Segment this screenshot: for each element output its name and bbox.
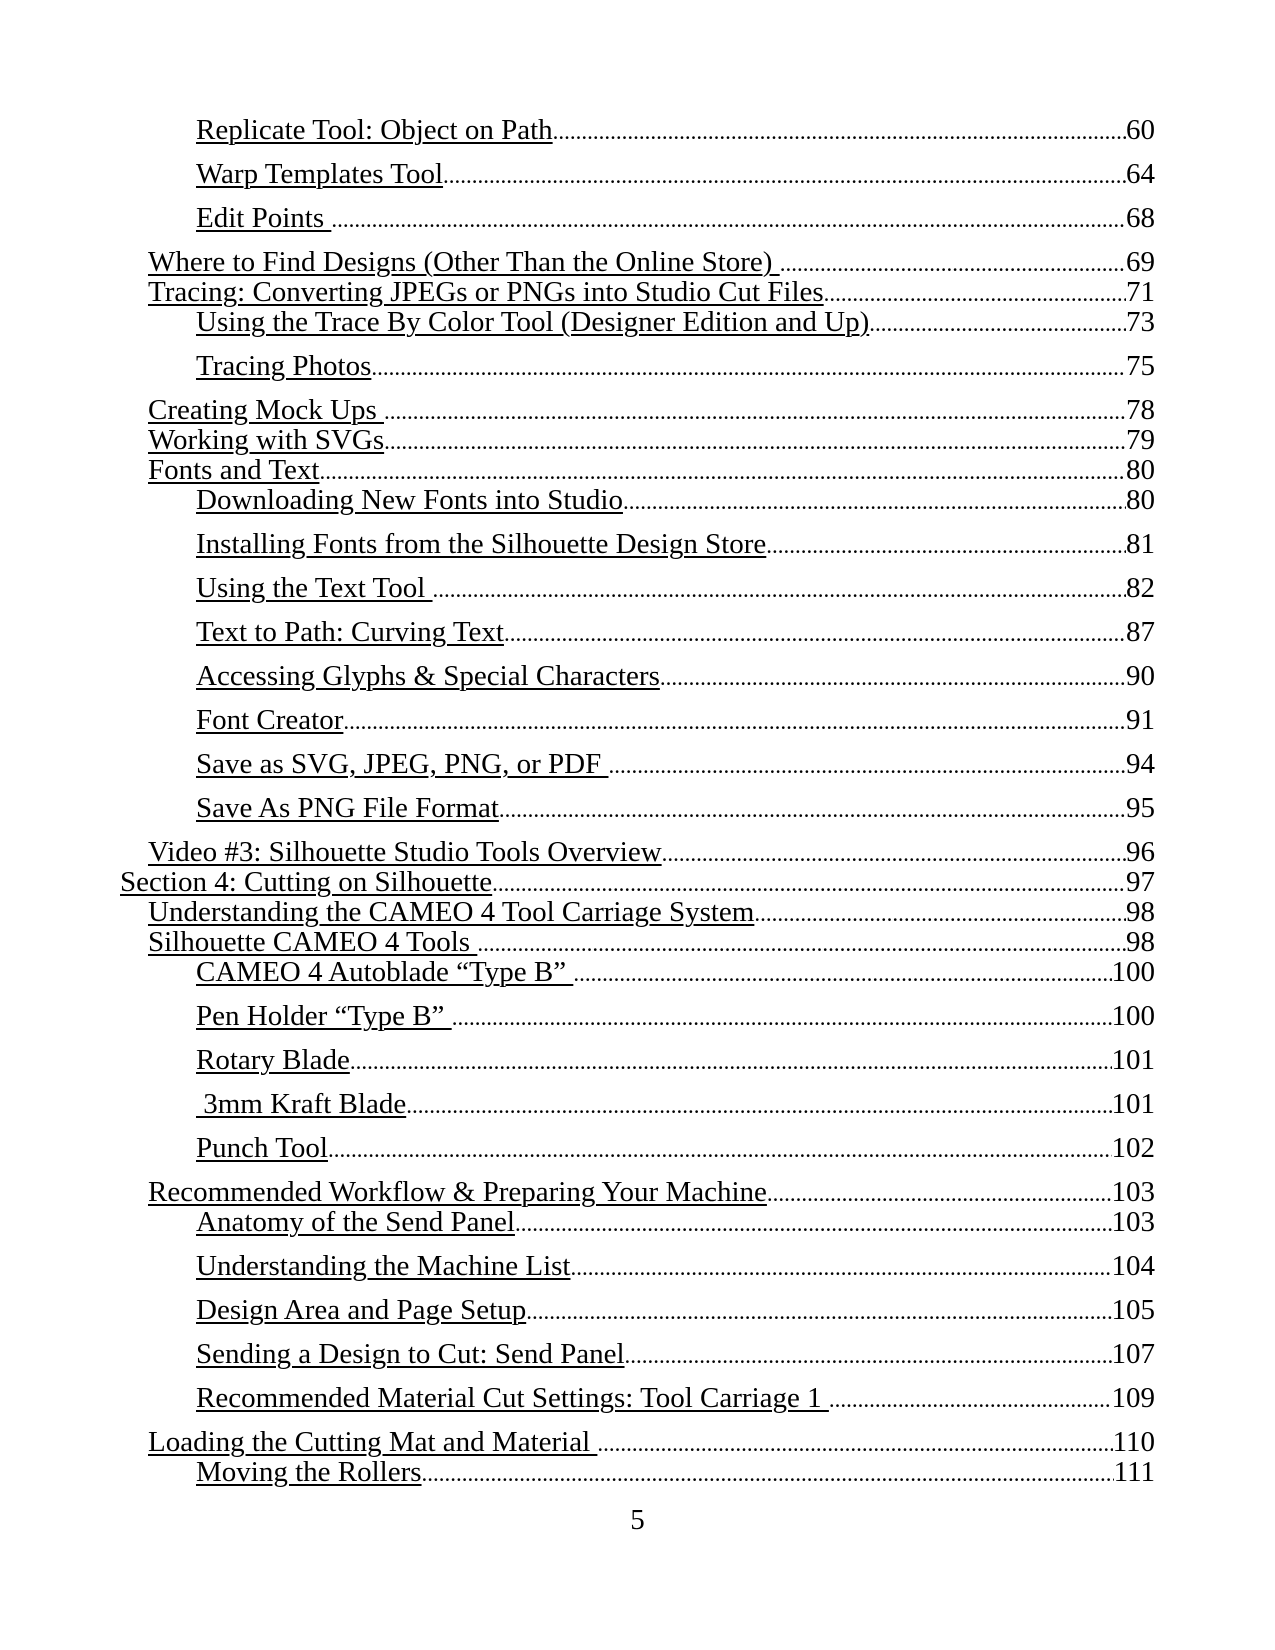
toc-entry — [120, 204, 1155, 234]
toc-entry — [120, 486, 1155, 516]
toc-entry — [120, 618, 1155, 648]
toc-entry-page-number: 95 — [1126, 792, 1155, 824]
toc-entry-link[interactable]: Recommended Workflow & Preparing Your Machine — [148, 1176, 767, 1208]
toc-entry — [120, 308, 1155, 338]
toc-entry-page-number: 102 — [1111, 1132, 1155, 1164]
toc-entry-page-number: 79 — [1126, 424, 1155, 456]
dot-leader — [609, 751, 1127, 780]
toc-entry-page-number: 82 — [1126, 572, 1155, 604]
toc-entry — [120, 278, 1155, 308]
dot-leader — [328, 1135, 1112, 1164]
dot-leader — [526, 1297, 1111, 1326]
toc-entry-page-number: 105 — [1111, 1294, 1155, 1326]
dot-leader — [660, 663, 1126, 692]
toc-entry-page-number: 97 — [1126, 866, 1155, 898]
toc-entry — [120, 160, 1155, 190]
toc-entry-link[interactable]: Anatomy of the Send Panel — [196, 1206, 515, 1238]
toc-entry-page-number: 64 — [1126, 158, 1155, 190]
dot-leader — [571, 1253, 1112, 1282]
page-number: 5 — [630, 1504, 645, 1536]
dot-leader — [433, 575, 1126, 604]
toc-entry — [120, 116, 1155, 146]
toc-entry-link[interactable]: Design Area and Page Setup — [196, 1294, 527, 1326]
toc-entry-page-number: 103 — [1111, 1176, 1155, 1208]
dot-leader — [767, 1179, 1112, 1208]
toc-entry-page-number: 111 — [1113, 1456, 1155, 1488]
dot-leader — [384, 427, 1126, 456]
toc-entry-page-number: 100 — [1111, 1000, 1155, 1032]
toc-entry — [120, 530, 1155, 560]
dot-leader — [492, 869, 1126, 898]
toc-entry-link[interactable]: Fonts and Text — [148, 454, 320, 486]
toc-entry-page-number: 71 — [1126, 276, 1155, 308]
toc-entry-link[interactable]: Text to Path: Curving Text — [196, 616, 504, 648]
toc-entry-link[interactable]: Replicate Tool: Object on Path — [196, 114, 553, 146]
toc-entry-page-number: 100 — [1111, 956, 1155, 988]
toc-entry-link[interactable]: Punch Tool — [196, 1132, 328, 1164]
dot-leader — [515, 1209, 1112, 1238]
toc-entry-page-number: 81 — [1126, 528, 1155, 560]
toc-entry-link[interactable]: Save as SVG, JPEG, PNG, or PDF — [196, 748, 609, 780]
toc-entry-link[interactable]: Accessing Glyphs & Special Characters — [196, 660, 660, 692]
toc-entry-page-number: 109 — [1111, 1382, 1155, 1414]
toc-entry — [120, 1458, 1155, 1488]
toc-entry — [120, 750, 1155, 780]
toc-entry-link[interactable]: Tracing: Converting JPEGs or PNGs into Studio Cut Files — [148, 276, 824, 308]
dot-leader — [573, 959, 1111, 988]
toc-entry-link[interactable]: Recommended Material Cut Settings: Tool Carriage 1 — [196, 1382, 829, 1414]
dot-leader — [766, 531, 1126, 560]
toc-entry — [120, 898, 1155, 928]
toc-entry — [120, 1428, 1155, 1458]
dot-leader — [623, 487, 1126, 516]
toc-entry-link[interactable]: Downloading New Fonts into Studio — [196, 484, 623, 516]
toc-entry — [120, 1252, 1155, 1282]
toc-entry-page-number: 90 — [1126, 660, 1155, 692]
toc-entry-page-number: 98 — [1126, 896, 1155, 928]
toc-entry-link[interactable]: Pen Holder “Type B” — [196, 1000, 452, 1032]
dot-leader — [477, 929, 1126, 958]
toc-entry-link[interactable]: Installing Fonts from the Silhouette Design Store — [196, 528, 767, 560]
toc-entry — [120, 838, 1155, 868]
toc-entry — [120, 456, 1155, 486]
toc-entry-link[interactable]: Using the Trace By Color Tool (Designer Edition and Up) — [196, 306, 870, 338]
toc-entry — [120, 352, 1155, 382]
toc-entry — [120, 958, 1155, 988]
toc-entry-page-number: 69 — [1126, 246, 1155, 278]
dot-leader — [452, 1003, 1112, 1032]
toc-entry-page-number: 96 — [1126, 836, 1155, 868]
toc-entry-link[interactable]: Where to Find Designs (Other Than the Online Store) — [148, 246, 780, 278]
toc-entry — [120, 1384, 1155, 1414]
toc-entry-link[interactable]: Section 4: Cutting on Silhouette — [120, 866, 493, 898]
dot-leader — [331, 205, 1126, 234]
toc-entry — [120, 1046, 1155, 1076]
dot-leader — [504, 619, 1126, 648]
dot-leader — [625, 1341, 1112, 1370]
toc-entry-link[interactable]: Font Creator — [196, 704, 344, 736]
toc-entry-page-number: 110 — [1112, 1426, 1155, 1458]
dot-leader — [319, 457, 1126, 486]
toc-entry-page-number: 91 — [1126, 704, 1155, 736]
toc-entry — [120, 426, 1155, 456]
dot-leader — [824, 279, 1126, 308]
dot-leader — [754, 899, 1126, 928]
toc-entry — [120, 706, 1155, 736]
toc-entry-page-number: 98 — [1126, 926, 1155, 958]
toc-entry — [120, 794, 1155, 824]
toc-entry-link[interactable]: Warp Templates Tool — [196, 158, 444, 190]
toc-entry — [120, 1208, 1155, 1238]
toc-entry — [120, 868, 1155, 898]
dot-leader — [443, 161, 1126, 190]
toc-entry-page-number: 60 — [1126, 114, 1155, 146]
toc-entry-link[interactable]: Moving the Rollers — [196, 1456, 422, 1488]
toc-entry-link[interactable]: Silhouette CAMEO 4 Tools — [148, 926, 478, 958]
toc-entry-page-number: 87 — [1126, 616, 1155, 648]
dot-leader — [384, 397, 1126, 426]
toc-entry — [120, 574, 1155, 604]
toc-entry — [120, 248, 1155, 278]
toc-entry-page-number: 80 — [1126, 484, 1155, 516]
toc-entry — [120, 1002, 1155, 1032]
dot-leader — [371, 353, 1126, 382]
toc-entry-page-number: 94 — [1126, 748, 1155, 780]
dot-leader — [869, 309, 1126, 338]
toc-entry-page-number: 107 — [1111, 1338, 1155, 1370]
toc-entry-link[interactable]: Loading the Cutting Mat and Material — [148, 1426, 598, 1458]
toc-entry-link[interactable]: CAMEO 4 Autoblade “Type B” — [196, 956, 574, 988]
dot-leader — [422, 1459, 1114, 1488]
toc-entry-page-number: 68 — [1126, 202, 1155, 234]
toc-entry — [120, 1134, 1155, 1164]
toc-entry — [120, 1178, 1155, 1208]
toc-entry-link[interactable]: Using the Text Tool — [196, 572, 433, 604]
toc-entry — [120, 1090, 1155, 1120]
toc-entry — [120, 662, 1155, 692]
toc-entry-page-number: 73 — [1126, 306, 1155, 338]
toc-entry-link[interactable]: Edit Points — [196, 202, 332, 234]
toc-entry-link[interactable]: Working with SVGs — [148, 424, 385, 456]
dot-leader — [499, 795, 1126, 824]
toc-entry — [120, 928, 1155, 958]
toc-entry — [120, 396, 1155, 426]
dot-leader — [343, 707, 1126, 736]
toc-entry-link[interactable]: Understanding the Machine List — [196, 1250, 571, 1282]
dot-leader — [829, 1385, 1112, 1414]
toc-entry-link[interactable]: Save As PNG File Format — [196, 792, 499, 824]
toc-entry-page-number: 78 — [1126, 394, 1155, 426]
toc-entry-page-number: 103 — [1111, 1206, 1155, 1238]
dot-leader — [406, 1091, 1111, 1120]
toc-entry-page-number: 80 — [1126, 454, 1155, 486]
toc-entry-link[interactable]: Creating Mock Ups — [148, 394, 384, 426]
toc-entry — [120, 1296, 1155, 1326]
toc-entry-link[interactable]: Video #3: Silhouette Studio Tools Overview — [148, 836, 662, 868]
toc-entry-link[interactable]: Rotary Blade — [196, 1044, 350, 1076]
dot-leader — [780, 249, 1126, 278]
toc-entry-page-number: 101 — [1111, 1044, 1155, 1076]
dot-leader — [662, 839, 1126, 868]
toc-entry-link[interactable]: Sending a Design to Cut: Send Panel — [196, 1338, 625, 1370]
table-of-contents — [120, 116, 1155, 1488]
toc-entry-page-number: 101 — [1111, 1088, 1155, 1120]
toc-entry-link[interactable]: 3mm Kraft Blade — [196, 1088, 407, 1120]
toc-entry-link[interactable]: Tracing Photos — [196, 350, 372, 382]
toc-entry-link[interactable]: Understanding the CAMEO 4 Tool Carriage System — [148, 896, 755, 928]
toc-entry-page-number: 75 — [1126, 350, 1155, 382]
dot-leader — [597, 1429, 1112, 1458]
dot-leader — [350, 1047, 1112, 1076]
toc-entry-page-number: 104 — [1111, 1250, 1155, 1282]
toc-entry — [120, 1340, 1155, 1370]
dot-leader — [553, 117, 1126, 146]
